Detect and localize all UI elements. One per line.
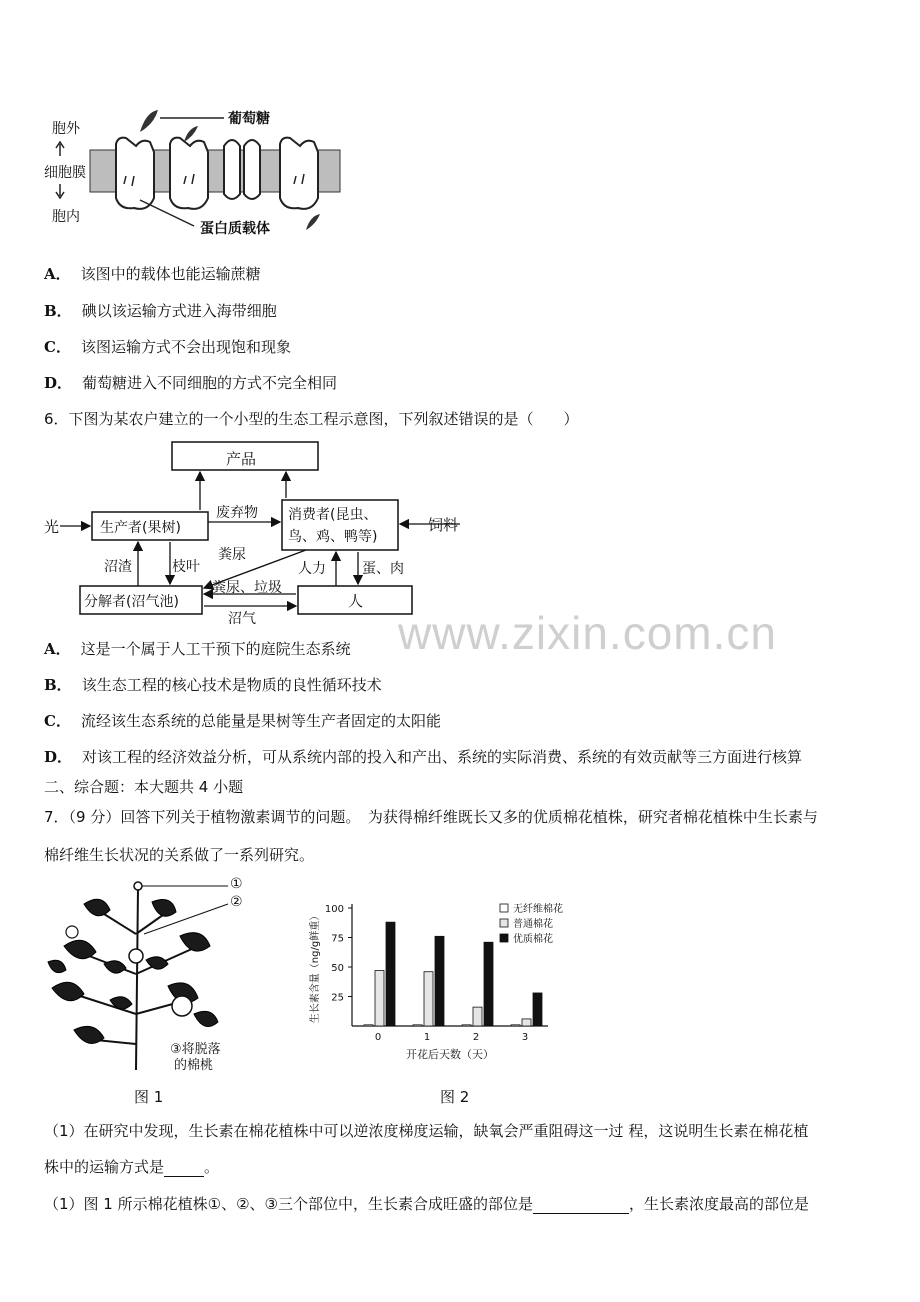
label-glucose: 葡萄糖 — [228, 111, 270, 127]
label-biogas: 沼气 — [228, 611, 256, 627]
legend-swatch-0 — [500, 904, 508, 912]
x-tick-label-0: 0 — [374, 1032, 382, 1043]
y-tick-label-2: 75 — [331, 933, 344, 945]
q7-line1: 7．（9 分）回答下列关于植物激素调节的问题。 为获得棉纤维既长又多的优质棉花植株，研究者棉花植株中生长素与 — [44, 808, 818, 826]
label-branches: 枝叶 — [172, 559, 200, 575]
bar-1-0 — [375, 971, 384, 1026]
legend-swatch-2 — [500, 934, 508, 942]
bar-0-2 — [462, 1025, 471, 1026]
label-inside: 胞内 — [52, 209, 80, 225]
q7-sub1-line1: （1）在研究中发现，生长素在棉花植株中可以逆浓度梯度运输，缺氧会严重阻碍这一过 程，这说明生长素在棉花植 — [44, 1122, 809, 1140]
label-outside: 胞外 — [52, 121, 80, 137]
label-carrier: 蛋白质载体 — [200, 221, 270, 237]
q6-option-c[interactable]: C． 流经该生态系统的总能量是果树等生产者固定的太阳能 — [44, 712, 441, 730]
label-eggs-meat: 蛋、肉 — [362, 561, 404, 577]
label-labor: 人力 — [298, 561, 326, 577]
ecology-diagram — [40, 438, 480, 628]
label-waste: 废弃物 — [216, 505, 258, 521]
legend-label-1: 普通棉花 — [513, 919, 553, 930]
q5-option-c[interactable]: C． 该图运输方式不会出现饱和现象 — [44, 338, 291, 356]
q6-option-a[interactable]: A． 这是一个属于人工干预下的庭院生态系统 — [44, 640, 351, 658]
box-consumer-1: 消费者(昆虫、 — [288, 507, 378, 523]
box-decomposer: 分解者(沼气池) — [84, 594, 179, 610]
bar-1-3 — [522, 1019, 531, 1026]
answer-blank-transport[interactable] — [164, 1160, 204, 1177]
box-producer: 生产者(果树) — [100, 520, 181, 536]
q6-option-d[interactable]: D． 对该工程的经济效益分析，可从系统内部的投入和产出、系统的实际消费、系统的有效贡献等三方面进行核算 — [44, 748, 803, 766]
q6-option-b[interactable]: B． 该生态工程的核心技术是物质的良性循环技术 — [44, 676, 382, 694]
cotton-plant-figure — [44, 874, 264, 1074]
x-tick-label-2: 2 — [472, 1032, 480, 1043]
label-residue: 沼渣 — [104, 559, 132, 575]
q6-stem: 6．下图为某农户建立的一个小型的生态工程示意图，下列叙述错误的是（ ） — [44, 410, 579, 428]
y-tick-label-1: 50 — [331, 963, 344, 974]
box-product: 产品 — [226, 450, 257, 468]
legend-label-2: 优质棉花 — [513, 934, 553, 945]
q5-option-d[interactable]: D． 葡萄糖进入不同细胞的方式不完全相同 — [44, 374, 338, 392]
q7-sub1-line2: 株中的运输方式是 。 — [44, 1158, 220, 1176]
label-light: 光 — [44, 518, 60, 536]
bar-2-3 — [533, 993, 542, 1026]
bar-0-3 — [511, 1025, 520, 1026]
y-tick-label-3: 100 — [324, 904, 344, 915]
plant-label-1: ① — [230, 876, 243, 892]
bar-0-1 — [413, 1025, 422, 1026]
q5-option-b[interactable]: B． 碘以该运输方式进入海带细胞 — [44, 302, 277, 320]
box-human: 人 — [348, 592, 364, 610]
membrane-figure — [44, 104, 344, 242]
q5-option-a[interactable]: A． 该图中的载体也能运输蔗糖 — [44, 265, 261, 283]
bar-2-2 — [484, 942, 493, 1026]
box-consumer-2: 鸟、鸡、鸭等) — [288, 529, 378, 545]
auxin-bar-chart — [296, 896, 596, 1066]
plant-label-3b: 的棉桃 — [174, 1058, 214, 1073]
label-membrane: 细胞膜 — [44, 165, 86, 181]
answer-blank-synthesis[interactable] — [533, 1197, 629, 1214]
section-heading: 二、综合题：本大题共 4 小题 — [44, 778, 244, 796]
plant-label-3a: ③将脱落 — [170, 1042, 221, 1057]
bar-1-1 — [424, 972, 433, 1026]
x-tick-label-1: 1 — [423, 1032, 431, 1043]
glucose-icon — [140, 110, 158, 132]
bar-2-0 — [386, 922, 395, 1026]
label-manure-garbage: 粪尿、垃圾 — [212, 580, 282, 596]
legend-swatch-1 — [500, 919, 508, 927]
label-manure: 粪尿 — [218, 547, 246, 563]
y-axis-label: 生长素含量（ng/g鲜重） — [310, 910, 321, 1024]
y-tick-label-0: 25 — [331, 992, 344, 1004]
q7-line2: 棉纤维生长状况的关系做了一系列研究。 — [44, 846, 315, 864]
x-axis-label: 开花后天数（天） — [406, 1048, 494, 1061]
bar-0-0 — [364, 1025, 373, 1026]
watermark: www.zixin.com.cn — [398, 607, 777, 659]
figure1-caption: 图 1 — [134, 1088, 164, 1106]
plant-label-2: ② — [230, 894, 243, 910]
q7-sub2: （1）图 1 所示棉花植株①、②、③三个部位中，生长素合成旺盛的部位是 ，生长素浓度最高的部位是 — [44, 1195, 809, 1213]
label-feed: 饲料 — [428, 516, 459, 534]
bar-2-1 — [435, 936, 444, 1026]
bar-1-2 — [473, 1007, 482, 1026]
x-tick-label-3: 3 — [521, 1032, 529, 1043]
legend-label-0: 无纤维棉花 — [513, 904, 563, 915]
figure2-caption: 图 2 — [440, 1088, 470, 1106]
